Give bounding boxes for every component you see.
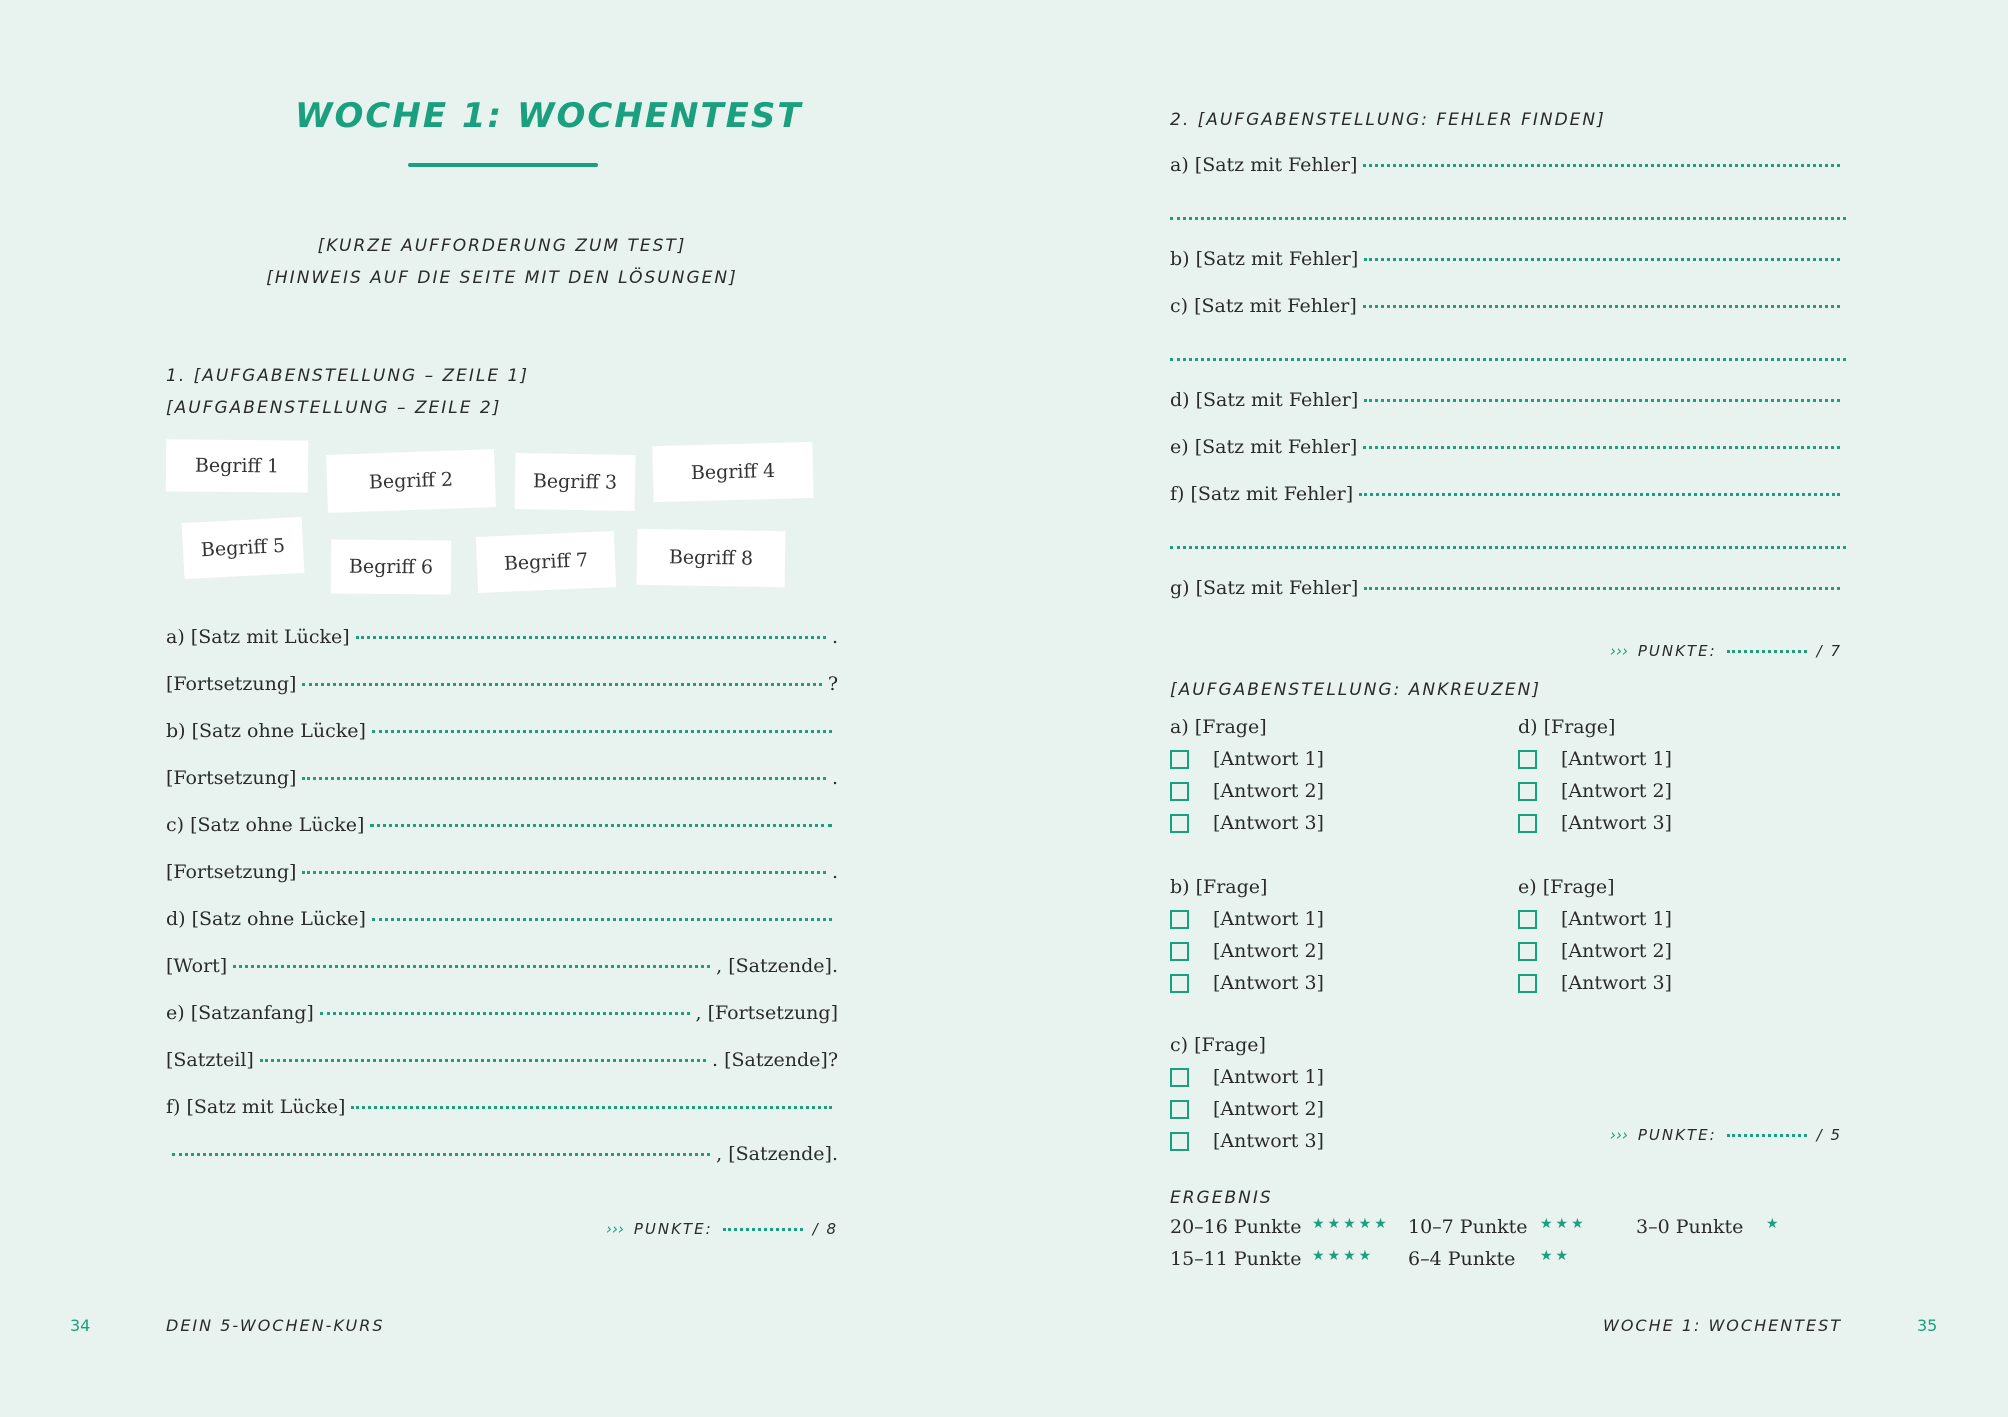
word-card: Begriff 1 — [166, 439, 308, 492]
word-card: Begriff 8 — [637, 529, 786, 588]
checkbox[interactable] — [1518, 910, 1537, 929]
question: c) [Frage] — [1170, 1034, 1266, 1056]
score-max: / 7 — [1816, 642, 1842, 660]
sentence-text: e) [Satzanfang] — [166, 1002, 314, 1024]
answer-option[interactable] — [1170, 908, 1324, 930]
answer-blank[interactable] — [1364, 399, 1840, 402]
answer-blank[interactable] — [302, 683, 821, 686]
faulty-sentence: c) [Satz mit Fehler] — [1170, 295, 1357, 317]
section3-heading: [AUFGABENSTELLUNG: ANKREUZEN] — [1170, 680, 1541, 700]
answer-blank[interactable] — [1363, 164, 1840, 167]
sentence-ending: . — [831, 767, 838, 789]
star-rating: ★★★★ — [1312, 1248, 1375, 1264]
checkbox[interactable] — [1170, 942, 1189, 961]
sentence-line — [166, 767, 838, 789]
page-number: 35 — [1917, 1316, 1938, 1335]
option-label: [Antwort 1] — [1561, 908, 1672, 930]
sentence-text: [Fortsetzung] — [166, 861, 297, 883]
sentence-ending: . — [831, 861, 838, 883]
faulty-sentence: d) [Satz mit Fehler] — [1170, 389, 1359, 411]
score-blank[interactable] — [723, 1228, 803, 1231]
checkbox[interactable] — [1170, 1068, 1189, 1087]
answer-blank[interactable] — [320, 1012, 690, 1015]
correction-item — [1170, 436, 1846, 458]
correction-item — [1170, 389, 1846, 411]
correction-item — [1170, 295, 1846, 317]
result-range: 20–16 Punkte — [1170, 1216, 1302, 1238]
sentence-line — [166, 1002, 838, 1024]
answer-option[interactable] — [1170, 1066, 1324, 1088]
option-label: [Antwort 2] — [1561, 780, 1672, 802]
answer-blank[interactable] — [172, 1153, 710, 1156]
answer-blank[interactable] — [372, 918, 832, 921]
sentence-line — [166, 1096, 838, 1118]
word-card: Begriff 2 — [326, 449, 496, 513]
word-card: Begriff 3 — [515, 453, 636, 511]
sentence-text: [Fortsetzung] — [166, 767, 297, 789]
page-title: WOCHE 1: WOCHENTEST — [295, 96, 803, 136]
word-card: Begriff 5 — [182, 517, 305, 579]
right-page — [1004, 0, 2008, 1417]
sentence-line — [166, 861, 838, 883]
star-rating: ★★★ — [1540, 1216, 1587, 1232]
intro-line-2: [HINWEIS AUF DIE SEITE MIT DEN LÖSUNGEN] — [266, 268, 738, 288]
answer-option[interactable] — [1170, 780, 1324, 802]
answer-blank[interactable] — [370, 824, 832, 827]
checkbox[interactable] — [1170, 814, 1189, 833]
score-blank[interactable] — [1727, 1134, 1807, 1137]
answer-option[interactable] — [1170, 972, 1324, 994]
star-rating: ★★ — [1540, 1248, 1572, 1264]
result-range: 10–7 Punkte — [1408, 1216, 1528, 1238]
result-range: 15–11 Punkte — [1170, 1248, 1302, 1270]
checkbox[interactable] — [1518, 782, 1537, 801]
sentence-line — [166, 626, 838, 648]
answer-blank-line[interactable] — [1170, 217, 1846, 220]
answer-blank[interactable] — [302, 871, 826, 874]
checkbox[interactable] — [1170, 750, 1189, 769]
answer-blank[interactable] — [302, 777, 826, 780]
sentence-text: [Satzteil] — [166, 1049, 254, 1071]
sentence-text: a) [Satz mit Lücke] — [166, 626, 350, 648]
answer-blank[interactable] — [1364, 587, 1840, 590]
checkbox[interactable] — [1170, 974, 1189, 993]
answer-option[interactable] — [1518, 972, 1672, 994]
answer-option[interactable] — [1170, 812, 1324, 834]
answer-blank[interactable] — [351, 1106, 832, 1109]
score-label: PUNKTE: — [1637, 1126, 1717, 1144]
answer-blank[interactable] — [260, 1059, 706, 1062]
option-label: [Antwort 2] — [1213, 1098, 1324, 1120]
answer-option[interactable] — [1170, 1098, 1324, 1120]
sentence-text: [Fortsetzung] — [166, 673, 297, 695]
question: a) [Frage] — [1170, 716, 1267, 738]
faulty-sentence: a) [Satz mit Fehler] — [1170, 154, 1358, 176]
chevrons-icon: ››› — [1609, 642, 1628, 660]
faulty-sentence: g) [Satz mit Fehler] — [1170, 577, 1359, 599]
word-card: Begriff 4 — [652, 442, 813, 502]
result-range: 3–0 Punkte — [1636, 1216, 1744, 1238]
correction-item — [1170, 483, 1846, 505]
question: d) [Frage] — [1518, 716, 1616, 738]
star-rating: ★ — [1766, 1216, 1782, 1232]
answer-option[interactable] — [1170, 748, 1324, 770]
sentence-ending: , [Satzende]. — [716, 1143, 838, 1165]
answer-option[interactable] — [1170, 1130, 1324, 1152]
answer-option[interactable] — [1518, 748, 1672, 770]
checkbox[interactable] — [1518, 814, 1537, 833]
sentence-text: c) [Satz ohne Lücke] — [166, 814, 365, 836]
title-underline — [408, 163, 598, 167]
intro-line-1: [KURZE AUFFORDERUNG ZUM TEST] — [317, 236, 687, 256]
page-number: 34 — [70, 1316, 91, 1335]
option-label: [Antwort 1] — [1213, 748, 1324, 770]
option-label: [Antwort 3] — [1213, 1130, 1324, 1152]
option-label: [Antwort 1] — [1561, 748, 1672, 770]
section2-heading: 2. [AUFGABENSTELLUNG: FEHLER FINDEN] — [1170, 110, 1606, 130]
option-label: [Antwort 2] — [1213, 780, 1324, 802]
option-label: [Antwort 3] — [1561, 972, 1672, 994]
result-range: 6–4 Punkte — [1408, 1248, 1516, 1270]
answer-blank[interactable] — [1363, 446, 1840, 449]
word-card: Begriff 7 — [476, 531, 616, 593]
section1-heading-line-2: [AUFGABENSTELLUNG – ZEILE 2] — [166, 398, 502, 418]
sentence-text: f) [Satz mit Lücke] — [166, 1096, 346, 1118]
option-label: [Antwort 3] — [1213, 812, 1324, 834]
star-rating: ★★★★★ — [1312, 1216, 1390, 1232]
sentence-text: [Wort] — [166, 955, 228, 977]
sentence-line — [166, 908, 838, 930]
score-max: / 8 — [812, 1220, 838, 1238]
option-label: [Antwort 3] — [1213, 972, 1324, 994]
answer-blank[interactable] — [1359, 493, 1840, 496]
question: b) [Frage] — [1170, 876, 1268, 898]
word-card: Begriff 6 — [331, 539, 451, 594]
faulty-sentence: f) [Satz mit Fehler] — [1170, 483, 1354, 505]
sentence-ending: , [Fortsetzung] — [695, 1002, 838, 1024]
checkbox[interactable] — [1170, 1100, 1189, 1119]
sentence-ending: . [Satzende]? — [712, 1049, 838, 1071]
option-label: [Antwort 2] — [1213, 940, 1324, 962]
correction-item — [1170, 577, 1846, 599]
checkbox[interactable] — [1170, 910, 1189, 929]
faulty-sentence: b) [Satz mit Fehler] — [1170, 248, 1359, 270]
sentence-line — [166, 955, 838, 977]
sentence-line — [166, 1143, 838, 1165]
section1-heading-line-1: 1. [AUFGABENSTELLUNG – ZEILE 1] — [166, 366, 529, 386]
checkbox[interactable] — [1518, 974, 1537, 993]
answer-blank-line[interactable] — [1170, 358, 1846, 361]
section2-score — [1610, 642, 1842, 660]
checkbox[interactable] — [1518, 750, 1537, 769]
answer-blank[interactable] — [372, 730, 832, 733]
score-label: PUNKTE: — [633, 1220, 713, 1238]
score-blank[interactable] — [1727, 650, 1807, 653]
sentence-line — [166, 673, 838, 695]
answer-option[interactable] — [1518, 780, 1672, 802]
answer-option[interactable] — [1518, 908, 1672, 930]
answer-option[interactable] — [1518, 940, 1672, 962]
option-label: [Antwort 1] — [1213, 1066, 1324, 1088]
answer-option[interactable] — [1170, 940, 1324, 962]
sentence-line — [166, 814, 838, 836]
answer-blank[interactable] — [356, 636, 826, 639]
sentence-ending: , [Satzende]. — [716, 955, 838, 977]
chevrons-icon: ››› — [605, 1220, 624, 1238]
score-label: PUNKTE: — [1637, 642, 1717, 660]
footer-title: DEIN 5-WOCHEN-KURS — [166, 1316, 385, 1335]
answer-blank[interactable] — [1363, 305, 1840, 308]
section1-score — [606, 1220, 838, 1238]
sentence-line — [166, 1049, 838, 1071]
answer-blank[interactable] — [233, 965, 710, 968]
option-label: [Antwort 1] — [1213, 908, 1324, 930]
sentence-text: b) [Satz ohne Lücke] — [166, 720, 366, 742]
answer-blank-line[interactable] — [1170, 546, 1846, 549]
checkbox[interactable] — [1170, 1132, 1189, 1151]
answer-option[interactable] — [1518, 812, 1672, 834]
correction-item — [1170, 248, 1846, 270]
result-heading: ERGEBNIS — [1170, 1188, 1273, 1208]
sentence-ending: . — [831, 626, 838, 648]
sentence-line — [166, 720, 838, 742]
option-label: [Antwort 2] — [1561, 940, 1672, 962]
sentence-ending: ? — [827, 673, 838, 695]
score-max: / 5 — [1816, 1126, 1842, 1144]
section3-score — [1610, 1126, 1842, 1144]
correction-item — [1170, 154, 1846, 176]
chevrons-icon: ››› — [1609, 1126, 1628, 1144]
sentence-text: d) [Satz ohne Lücke] — [166, 908, 366, 930]
faulty-sentence: e) [Satz mit Fehler] — [1170, 436, 1358, 458]
answer-blank[interactable] — [1364, 258, 1840, 261]
question: e) [Frage] — [1518, 876, 1615, 898]
footer-title: WOCHE 1: WOCHENTEST — [1603, 1316, 1842, 1335]
option-label: [Antwort 3] — [1561, 812, 1672, 834]
checkbox[interactable] — [1518, 942, 1537, 961]
checkbox[interactable] — [1170, 782, 1189, 801]
